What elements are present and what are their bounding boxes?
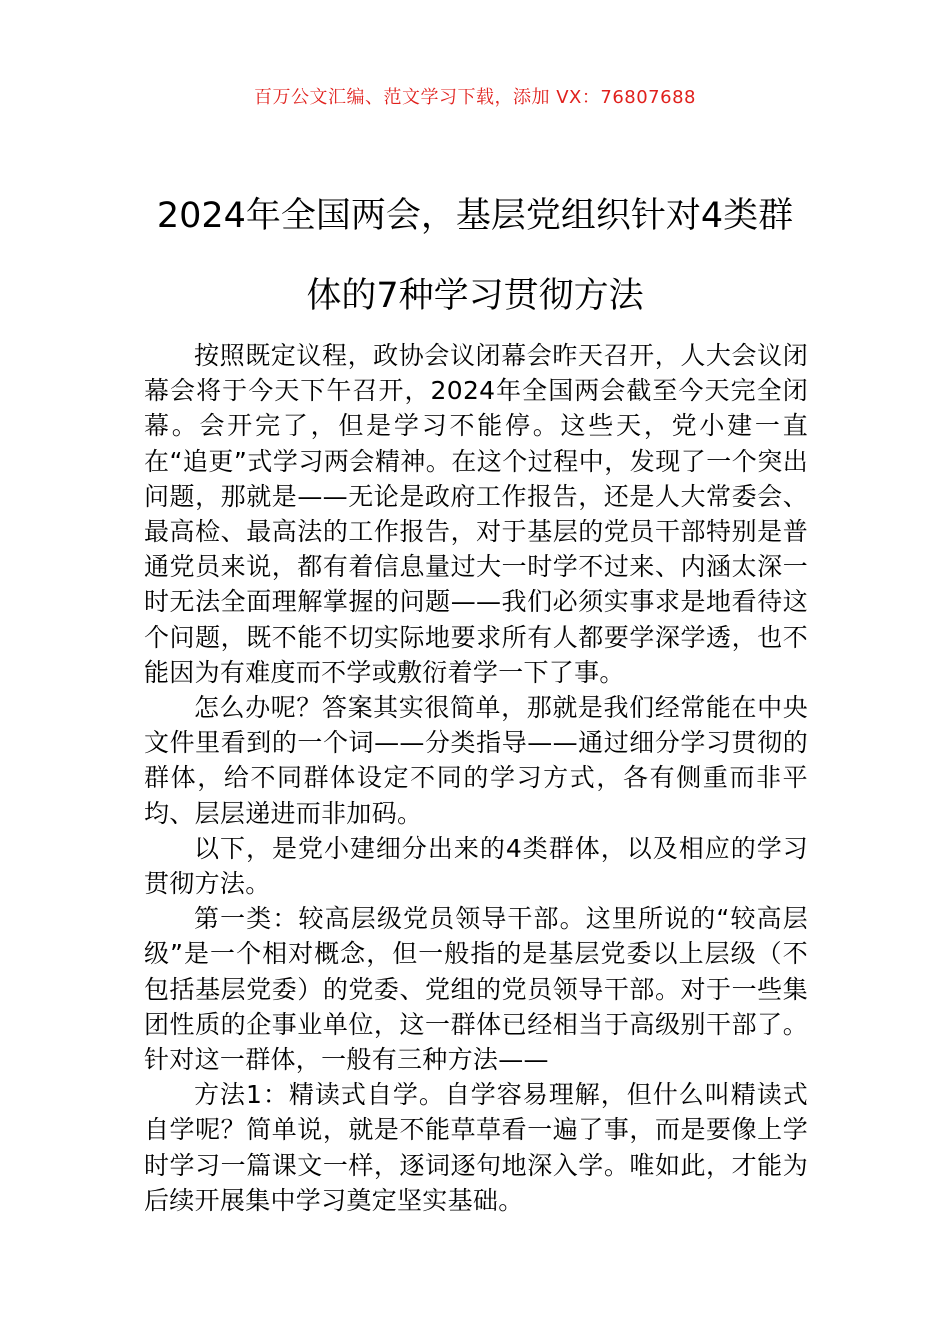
- paragraph-method-one: 方法1：精读式自学。自学容易理解，但什么叫精读式自学呢？简单说，就是不能草草看一遍了事，而是要像上学时学习一篇课文一样，逐词逐句地深入学。唯如此，才能为后续开展集中学习奠定坚实基础。: [144, 1080, 808, 1215]
- paragraph-intro: 按照既定议程，政协会议闭幕会昨天召开，人大会议闭幕会将于今天下午召开，2024年全国两会截至今天完全闭幕。会开完了，但是学习不能停。这些天，党小建一直在“追更”式学习两会精神。在这个过程中，发现了一个突出问题，那就是——无论是政府工作报告，还是人大常委会、最高检、最高法的工作报告，对于基层的党员干部特别是普通党员来说，都有着信息量过大一时学不过来、内涵太深一时无法全面理解掌握的问题——我们必须实事求是地看待这个问题，既不能不切实际地要求所有人都要学深学透，也不能因为有难度而不学或敷衍着学一下了事。: [144, 341, 808, 687]
- document-body: [144, 338, 808, 1218]
- document-title: 2024年全国两会，基层党组织针对4类群体的7种学习贯彻方法: [156, 196, 794, 316]
- download-watermark-note: 百万公文汇编、范文学习下载，添加 VX：76807688: [254, 87, 696, 108]
- paragraph-groups-overview: 以下，是党小建细分出来的4类群体，以及相应的学习贯彻方法。: [144, 833, 808, 899]
- paragraph-solution: 怎么办呢？答案其实很简单，那就是我们经常能在中央文件里看到的一个词——分类指导——通过细分学习贯彻的群体，给不同群体设定不同的学习方式，各有侧重而非平均、层层递进而非加码。: [144, 693, 808, 828]
- paragraph-group-one: 第一类：较高层级党员领导干部。这里所说的“较高层级”是一个相对概念，但一般指的是基层党委以上层级（不包括基层党委）的党委、党组的党员领导干部。对于一些集团性质的企事业单位，这一群体已经相当于高级别干部了。针对这一群体，一般有三种方法——: [144, 904, 808, 1075]
